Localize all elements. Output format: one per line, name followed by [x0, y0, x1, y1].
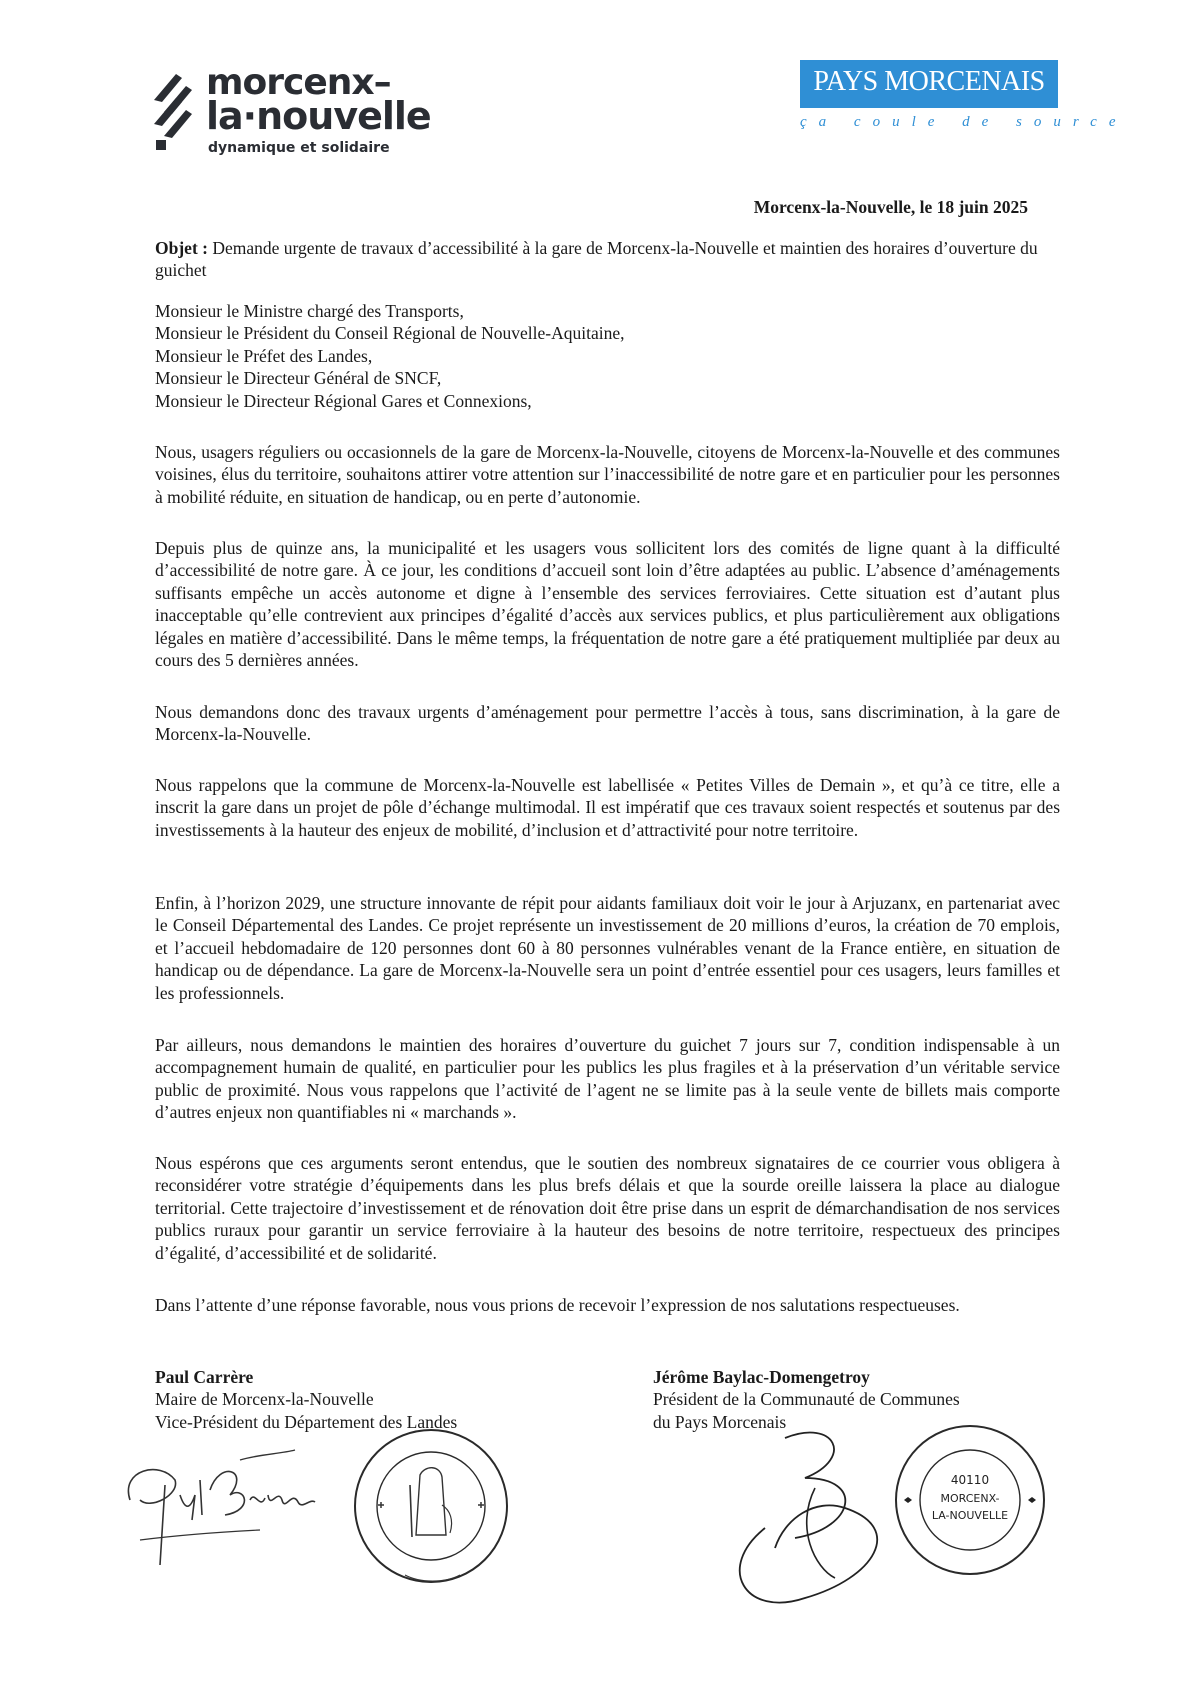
letter-date: Morcenx-la-Nouvelle, le 18 juin 2025: [753, 197, 1028, 217]
subject-label: Objet :: [155, 238, 208, 258]
handwritten-signature-left-icon: [120, 1440, 330, 1570]
signatory-title: Maire de Morcenx-la-Nouvelle: [155, 1389, 374, 1410]
body-paragraph: Enfin, à l’horizon 2029, une structure innovante de répit pour aidants familiaux doit voir le jour à Arjuzanx, en partenariat avec le Conseil Départemental des Landes. Ce projet représente un investissement de 20 millions d’euros, la création de 70 emplois, et l’accueil hebdomadaire de 120 personnes dont 60 à 80 personnes vulnérables venant de la France entière, en situation de handicap ou de dépendance. La gare de Morcenx-la-Nouvelle sera un point d’entrée essentiel pour ces usagers, leurs familles et les professionnels.: [155, 893, 1060, 1003]
morcenx-logo-mark-icon: [150, 66, 196, 154]
svg-text:LA-NOUVELLE: LA-NOUVELLE: [931, 1509, 1009, 1522]
signature-block-left: [155, 1366, 575, 1433]
signatory-title: Président de la Communauté de Communes: [653, 1389, 960, 1410]
subject-text: Demande urgente de travaux d’accessibilité à la gare de Morcenx-la-Nouvelle et maintien des horaires d’ouverture du guichet: [155, 238, 1038, 281]
signatory-name: Paul Carrère: [155, 1367, 254, 1387]
signatory-title: Vice-Président du Département des Landes: [155, 1411, 458, 1432]
closing-paragraph: Dans l’attente d’une réponse favorable, nous vous prions de recevoir l’expression de nos salutations respectueuses.: [155, 1295, 960, 1315]
body-paragraph: Nous demandons donc des travaux urgents d’aménagement pour permettre l’accès à tous, sans discrimination, à la gare de Morcenx-la-Nouvelle.: [155, 702, 1060, 745]
logo-tagline: dynamique et solidaire: [208, 140, 390, 156]
recipient: Monsieur le Directeur Régional Gares et Connexions,: [155, 390, 532, 411]
body-paragraph: Nous, usagers réguliers ou occasionnels de la gare de Morcenx-la-Nouvelle, citoyens de Morcenx-la-Nouvelle et des communes voisines, élus du territoire, souhaitons attirer votre attention sur l’inaccessibilité de notre gare et en particulier pour les personnes à mobilité réduite, en situation de handicap, ou en perte d’autonomie.: [155, 442, 1060, 507]
svg-text:MORCENX-: MORCENX-: [940, 1492, 1000, 1505]
morcenx-logo: [150, 62, 510, 162]
body-paragraph: Nous espérons que ces arguments seront entendus, que le soutien des nombreux signataires de ce courrier vous obligera à reconsidérer votre stratégie d’équipements dans les plus brefs délais et que la sourde oreille laissera la place au dialogue territorial. Cette trajectoire d’investissement et de rénovation doit être prise dans un esprit de démarchandisation de nos services publics ruraux pour garantir un service ferroviaire à la hauteur des besoins de notre territoire, respectueux des principes d’égalité, d’accessibilité et de solidarité.: [155, 1153, 1060, 1263]
pays-morcenais-title: PAYS MORCENAIS: [813, 66, 1045, 97]
recipient: Monsieur le Préfet des Landes,: [155, 345, 373, 366]
body-paragraph: Depuis plus de quinze ans, la municipalité et les usagers vous sollicitent lors des comités de ligne quant à la difficulté d’accessibilité de notre gare. À ce jour, les conditions d’accueil sont loin d’être adaptées au public. L’absence d’aménagements suffisants empêche un accès autonome et digne à l’ensemble des services ferroviaires. Cette situation est d’autant plus inacceptable qu’elle contrevient aux principes d’égalité d’accès aux services publics, et plus particulièrement aux obligations légales en matière d’accessibilité. Dans le même temps, la fréquentation de notre gare a été pratiquement multipliée par deux au cours des 5 dernières années.: [155, 538, 1060, 671]
logo-line-1: morcenx–: [206, 62, 391, 103]
signatory-title: du Pays Morcenais: [653, 1411, 787, 1432]
recipient: Monsieur le Président du Conseil Régional de Nouvelle-Aquitaine,: [155, 323, 625, 344]
communaute-stamp-icon: [890, 1420, 1050, 1580]
recipients-list: [155, 300, 1055, 412]
pays-morcenais-logo: [800, 60, 1128, 140]
body-paragraph: Par ailleurs, nous demandons le maintien des horaires d’ouverture du guichet 7 jours sur 7, condition indispensable à un accompagnement humain de qualité, en particulier pour les publics les plus fragiles et à la préservation d’un véritable service public de proximité. Nous vous rappelons que l’activité de l’agent ne se limite pas à la seule vente de billets mais comporte d’autres enjeux non quantifiables ni « marchands ».: [155, 1035, 1060, 1123]
mairie-stamp-icon: [350, 1425, 512, 1587]
handwritten-signature-right-icon: [725, 1418, 915, 1618]
pays-morcenais-tagline: ça coule de source: [800, 114, 1128, 130]
recipient: Monsieur le Directeur Général de SNCF,: [155, 368, 442, 389]
body-paragraph: Nous rappelons que la commune de Morcenx-la-Nouvelle est labellisée « Petites Villes de Demain », et qu’à ce titre, elle a inscrit la gare dans un projet de pôle d’échange multimodal. Il est impératif que ces travaux soient respectés et soutenus par des investissements à la hauteur des enjeux de mobilité, d’inclusion et d’attractivité pour notre territoire.: [155, 775, 1060, 840]
svg-text:40110: 40110: [950, 1473, 990, 1487]
letter-subject: [155, 237, 1055, 282]
logo-line-2: la·nouvelle: [206, 94, 431, 138]
recipient: Monsieur le Ministre chargé des Transports,: [155, 301, 464, 321]
signatory-name: Jérôme Baylac-Domengetroy: [653, 1367, 870, 1387]
